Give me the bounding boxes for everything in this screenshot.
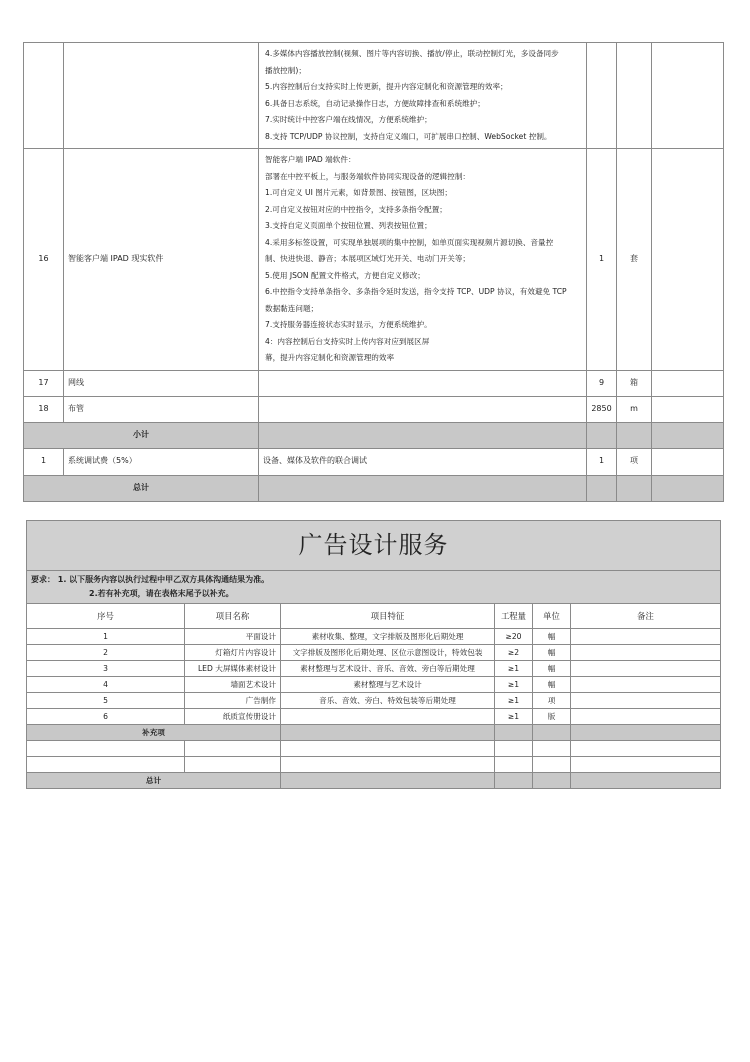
item-qty — [587, 43, 617, 149]
item-unit: 套 — [617, 149, 652, 371]
item-qty: 9 — [587, 370, 617, 396]
feature-line: 播放控制)； — [265, 65, 306, 75]
feature-line: 幕，提升内容定制化和资源管理的效率 — [265, 353, 395, 362]
item-name: 纸质宣传册设计 — [185, 709, 281, 725]
feature-line: 智能客户端 IPAD 端软件： — [265, 155, 356, 164]
feature-line: 数据黏连问题； — [265, 303, 319, 313]
table-row — [27, 661, 721, 677]
item-qty: ≥20 — [495, 629, 533, 645]
table-row — [24, 370, 724, 396]
item-name: 网线 — [64, 370, 259, 396]
row-number: 17 — [24, 370, 64, 396]
empty-cell — [571, 725, 721, 741]
equipment-table — [23, 42, 724, 502]
item-name: 平面设计 — [185, 629, 281, 645]
item-name: 广告制作 — [185, 693, 281, 709]
empty-cell — [259, 422, 587, 448]
row-number: 16 — [24, 149, 64, 371]
table-row — [27, 693, 721, 709]
table-row — [27, 709, 721, 725]
table-title-row — [27, 521, 721, 571]
empty-cell — [533, 773, 571, 789]
item-features — [259, 396, 587, 422]
item-unit: 箱 — [617, 370, 652, 396]
empty-cell — [495, 725, 533, 741]
item-features — [259, 149, 587, 371]
item-qty: 2850 — [587, 396, 617, 422]
item-note — [652, 149, 724, 371]
col-header: 项目特征 — [281, 604, 495, 629]
item-qty: ≥1 — [495, 677, 533, 693]
item-note — [652, 396, 724, 422]
empty-cell — [617, 475, 652, 501]
item-unit: 项 — [617, 448, 652, 475]
empty-cell — [571, 773, 721, 789]
item-feature: 素材整理与艺术设计 — [281, 677, 495, 693]
empty-cell — [533, 741, 571, 757]
item-features — [259, 43, 587, 149]
item-name: LED 大屏媒体素材设计 — [185, 661, 281, 677]
total-label: 总计 — [24, 475, 259, 501]
item-feature: 素材收集、整理，文字排版及图形化后期处理 — [281, 629, 495, 645]
item-qty: ≥1 — [495, 709, 533, 725]
empty-cell — [495, 741, 533, 757]
empty-cell — [281, 757, 495, 773]
empty-cell — [259, 475, 587, 501]
empty-cell — [571, 757, 721, 773]
empty-cell — [495, 757, 533, 773]
table-title: 广告设计服务 — [27, 521, 721, 571]
item-qty: 1 — [587, 448, 617, 475]
item-note — [652, 43, 724, 149]
feature-line: 6.具备日志系统，自动记录操作日志，方便故障排查和系统维护； — [265, 98, 485, 108]
row-number: 18 — [24, 396, 64, 422]
row-number: 2 — [27, 645, 185, 661]
empty-cell — [495, 773, 533, 789]
feature-line: 部署在中控平板上，与服务端软件协同实现设备的逻辑控制： — [265, 171, 471, 181]
item-note — [571, 709, 721, 725]
empty-cell — [587, 422, 617, 448]
row-number: 4 — [27, 677, 185, 693]
item-name: 布管 — [64, 396, 259, 422]
feature-line: 2.可自定义按钮对应的中控指令，支持多条指令配置； — [265, 204, 447, 214]
item-note — [571, 693, 721, 709]
item-feature: 素材整理与艺术设计、音乐、音效、旁白等后期处理 — [281, 661, 495, 677]
item-note — [571, 661, 721, 677]
feature-line: 7.实时统计中控客户端在线情况，方便系统维护； — [265, 115, 432, 124]
header-row — [27, 604, 721, 629]
feature-line: 4.采用多标签设置，可实现单独展项的集中控制，如单页面实现视频片源切换、音量控 — [265, 237, 554, 247]
item-name — [64, 43, 259, 149]
item-unit: 幅 — [533, 645, 571, 661]
empty-cell — [185, 757, 281, 773]
empty-cell — [652, 475, 724, 501]
empty-cell — [27, 741, 185, 757]
supplement-label: 补充项 — [27, 725, 281, 741]
requirement-line: 要求： 1. 以下服务内容以执行过程中甲乙双方具体沟通结果为准。 — [31, 575, 270, 584]
item-qty: ≥1 — [495, 661, 533, 677]
item-qty: ≥1 — [495, 693, 533, 709]
feature-line: 制、快进快退、静音；本展项区域灯光开关、电动门开关等； — [265, 254, 471, 263]
item-note — [652, 448, 724, 475]
table-row — [27, 741, 721, 757]
empty-cell — [185, 741, 281, 757]
feature-line: 7.支持服务器连接状态实时显示，方便系统维护。 — [265, 320, 432, 329]
table-row — [24, 448, 724, 475]
requirements — [27, 571, 721, 604]
feature-line: 4：内容控制后台支持实时上传内容对应到展区屏 — [265, 336, 430, 346]
supplement-row — [27, 725, 721, 741]
requirement-line: 2.若有补充项，请在表格末尾予以补充。 — [89, 589, 234, 598]
item-note — [571, 645, 721, 661]
table-row — [24, 396, 724, 422]
item-unit: m — [617, 396, 652, 422]
col-header: 单位 — [533, 604, 571, 629]
empty-cell — [281, 741, 495, 757]
table-row — [27, 677, 721, 693]
row-number: 3 — [27, 661, 185, 677]
empty-cell — [27, 757, 185, 773]
col-header: 备注 — [571, 604, 721, 629]
item-qty: ≥2 — [495, 645, 533, 661]
feature-line: 5.使用 JSON 配置文件格式，方便自定义修改； — [265, 270, 425, 280]
table-row — [27, 757, 721, 773]
item-feature — [281, 709, 495, 725]
table-row — [24, 149, 724, 371]
row-number: 5 — [27, 693, 185, 709]
col-header: 序号 — [27, 604, 185, 629]
item-note — [652, 370, 724, 396]
requirements-row — [27, 571, 721, 604]
empty-cell — [571, 741, 721, 757]
item-unit: 版 — [533, 709, 571, 725]
item-feature: 文字排版及图形化后期处理、区位示意图设计，特效包装 — [281, 645, 495, 661]
empty-cell — [281, 773, 495, 789]
empty-cell — [533, 725, 571, 741]
feature-line: 3.支持自定义页面单个按钮位置、列表按钮位置； — [265, 221, 432, 230]
item-feature: 音乐、音效、旁白、特效包装等后期处理 — [281, 693, 495, 709]
item-unit: 幅 — [533, 661, 571, 677]
empty-cell — [587, 475, 617, 501]
ad-design-table — [26, 520, 721, 789]
feature-line: 8.支持 TCP/UDP 协议控制，支持自定义端口，可扩展串口控制、WebSocket 控制。 — [265, 131, 552, 141]
empty-cell — [617, 422, 652, 448]
empty-cell — [533, 757, 571, 773]
feature-line: 1.可自定义 UI 图片元素，如背景图、按钮图，区块图； — [265, 188, 452, 197]
subtotal-row — [24, 422, 724, 448]
total-row — [27, 773, 721, 789]
item-features — [259, 370, 587, 396]
col-header: 项目名称 — [185, 604, 281, 629]
total-label: 总计 — [27, 773, 281, 789]
item-name: 墙面艺术设计 — [185, 677, 281, 693]
row-number: 6 — [27, 709, 185, 725]
empty-cell — [652, 422, 724, 448]
item-note — [571, 677, 721, 693]
total-row — [24, 475, 724, 501]
row-number: 1 — [24, 448, 64, 475]
item-unit — [617, 43, 652, 149]
col-header: 工程量 — [495, 604, 533, 629]
table-row — [24, 43, 724, 149]
item-unit: 幅 — [533, 629, 571, 645]
item-unit: 项 — [533, 693, 571, 709]
feature-line: 5.内容控制后台支持实时上传更新，提升内容定制化和资源管理的效率； — [265, 82, 508, 91]
table-row — [27, 645, 721, 661]
item-name: 智能客户端 IPAD 现实软件 — [64, 149, 259, 371]
table-row — [27, 629, 721, 645]
feature-line: 6.中控指令支持单条指令、多条指令延时发送，指令支持 TCP、UDP 协议，有效避免 TCP — [265, 287, 567, 296]
row-number — [24, 43, 64, 149]
subtotal-label: 小计 — [24, 422, 259, 448]
row-number: 1 — [27, 629, 185, 645]
item-name: 灯箱灯片内容设计 — [185, 645, 281, 661]
item-features: 设备、媒体及软件的联合调试 — [259, 448, 587, 475]
item-qty: 1 — [587, 149, 617, 371]
item-name: 系统调试费（5%） — [64, 448, 259, 475]
item-note — [571, 629, 721, 645]
empty-cell — [281, 725, 495, 741]
feature-line: 4.多媒体内容播放控制(视频、图片等内容切换、播放/停止，联动控制灯光，多设备同步 — [265, 49, 559, 58]
item-unit: 幅 — [533, 677, 571, 693]
